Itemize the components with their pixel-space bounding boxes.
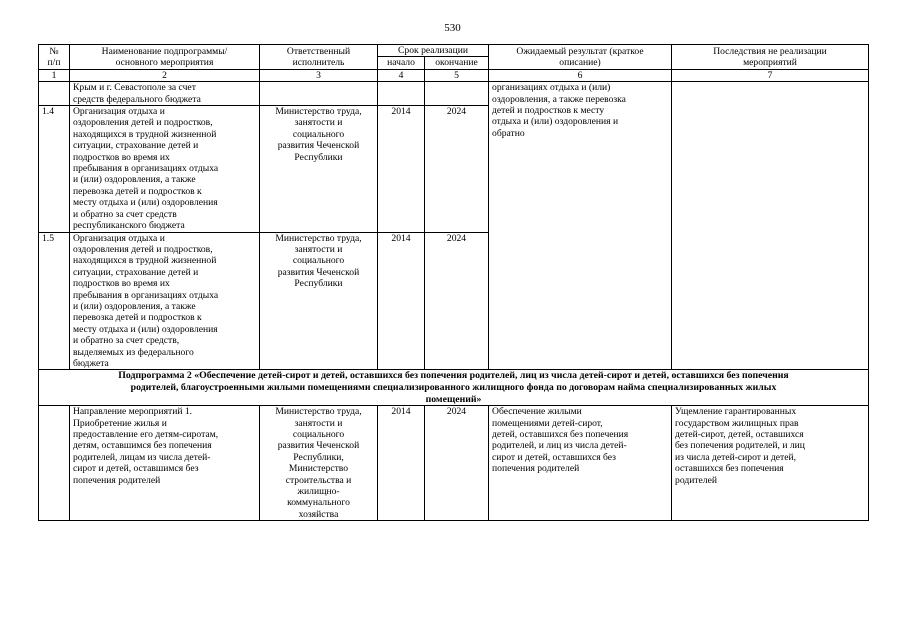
column-number: 3 [260,69,378,81]
header-name: Наименование подпрограммы/ основного мероприятия [70,45,260,70]
column-number: 7 [672,69,869,81]
row-start [378,82,425,106]
column-number: 1 [39,69,70,81]
row-name: Крым и г. Севастополе за счет средств федерального бюджета [70,82,260,106]
row-executor [260,82,378,106]
row-num: 1.5 [39,232,70,370]
program-table [38,44,869,521]
row-start: 2014 [378,106,425,232]
row-result: организациях отдыха и (или) оздоровления, а также перевозка детей и подростков к месту отдыха и (или) оздоровления и обратно [489,82,672,370]
row-end: 2024 [425,106,489,232]
column-number: 2 [70,69,260,81]
subprogram-row [39,370,869,406]
subprogram-title: Подпрограмма 2 «Обеспечение детей-сирот и детей, оставшихся без попечения родителей, лиц из числа детей-сирот и детей, оставшихся без попечения родителей, благоустроенными жилыми помещениями специализированного жилищного фонда по договорам найма специализированных жилых помещений» [39,370,869,406]
column-numbers-row [39,69,869,81]
column-number: 5 [425,69,489,81]
row-consequences: Ущемление гарантированных государством жилищных прав детей-сирот, детей, оставшихся без попечения родителей, и лиц из числа детей-сирот и детей, оставшихся без попечения родителей [672,406,869,521]
header-row [39,45,869,57]
header-executor: Ответственный исполнитель [260,45,378,70]
row-name: Организация отдыха и оздоровления детей и подростков, находящихся в трудной жизненной ситуации, страхование детей и подростков во время их пребывания в организациях отдыха и (или) оздоровления, а также перевозка детей и подростков к месту отдыха и (или) оздоровления и обратно за счет средств республиканского бюджета [70,106,260,232]
header-consequences: Последствия не реализации мероприятий [672,45,869,70]
row-start: 2014 [378,232,425,370]
row-result: Обеспечение жилыми помещениями детей-сирот, детей, оставшихся без попечения родителей, и лиц из числа детей- сирот и детей, оставшихся без попечения родителей [489,406,672,521]
table-row [39,82,869,106]
row-end: 2024 [425,232,489,370]
row-start: 2014 [378,406,425,521]
header-result: Ожидаемый результат (краткое описание) [489,45,672,70]
row-end: 2024 [425,406,489,521]
column-number: 4 [378,69,425,81]
row-executor: Министерство труда, занятости и социального развития Чеченской Республики [260,232,378,370]
row-name: Организация отдыха и оздоровления детей и подростков, находящихся в трудной жизненной ситуации, страхование детей и подростков во время их пребывания в организациях отдыха и (или) оздоровления, а также перевозка детей и подростков к месту отдыха и (или) оздоровления и обратно за счет средств, выделяемых из федерального бюджета [70,232,260,370]
row-consequences [672,82,869,370]
header-start: начало [378,57,425,69]
row-num [39,406,70,521]
row-executor: Министерство труда, занятости и социального развития Чеченской Республики [260,106,378,232]
column-number: 6 [489,69,672,81]
row-name: Направление мероприятий 1. Приобретение жилья и предоставление его детям-сиротам, детям, оставшимся без попечения родителей, лицам из числа детей- сирот и детей, оставшимся без попечения родителей [70,406,260,521]
page-number: 530 [444,22,461,34]
row-end [425,82,489,106]
row-executor: Министерство труда, занятости и социального развития Чеченской Республики, Министерство строительства и жилищно- коммунального хозяйства [260,406,378,521]
header-num: № п/п [39,45,70,70]
table-row [39,406,869,521]
row-num [39,82,70,106]
header-term: Срок реализации [378,45,489,57]
row-num: 1.4 [39,106,70,232]
header-end: окончание [425,57,489,69]
